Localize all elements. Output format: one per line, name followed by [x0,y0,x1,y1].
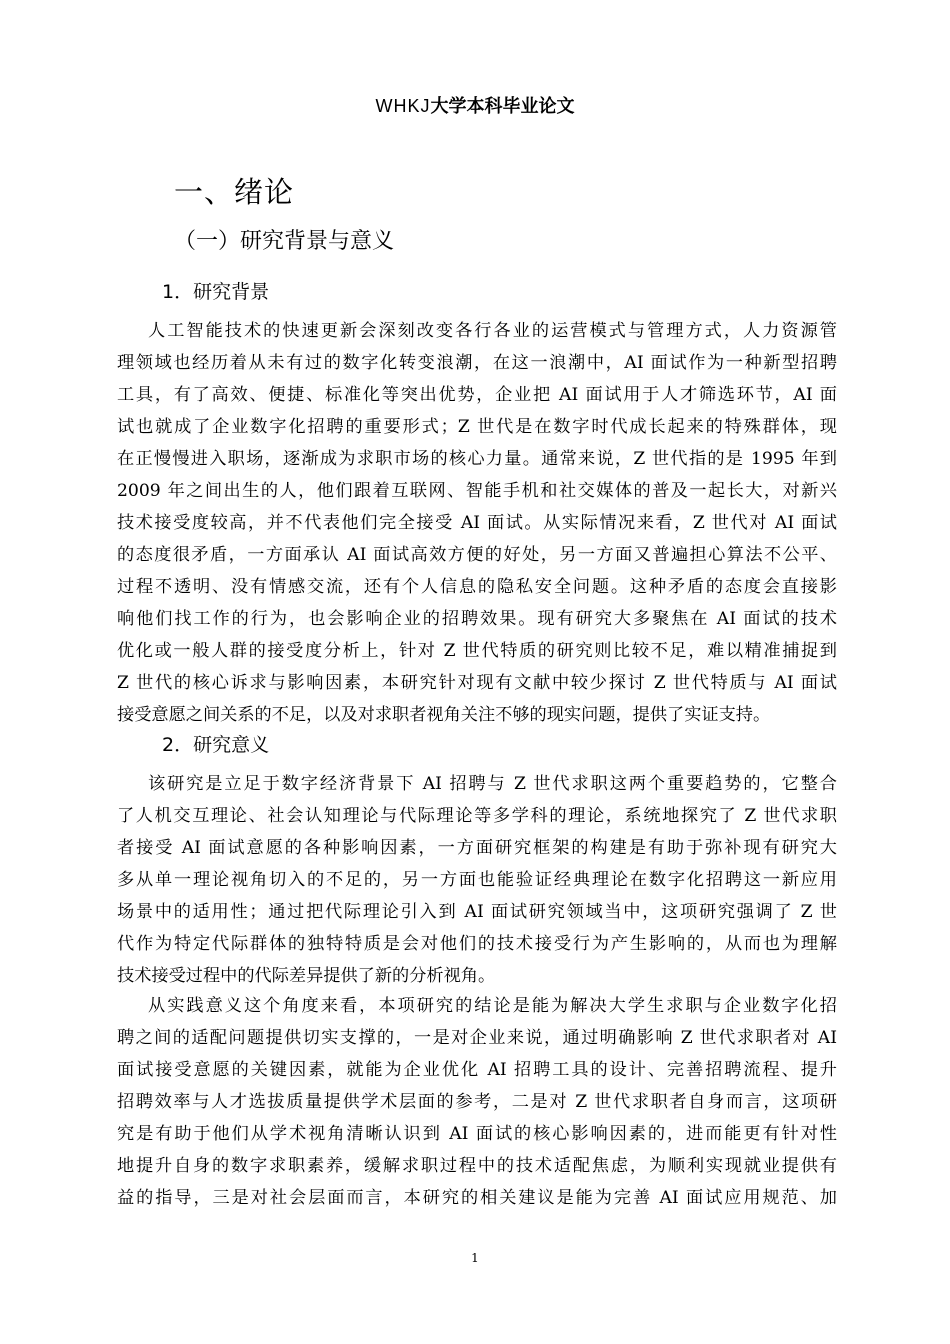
chapter-title: 一、绪论 [174,175,295,209]
text-line: 地提升自身的数字求职素养，缓解求职过程中的技术适配焦虑，为顺利实现就业提供有 [117,1156,837,1176]
subsection-title-significance: 2．研究意义 [162,734,270,756]
text-line: 优化或一般人群的接受度分析上，针对 Z 世代特质的研究则比较不足，难以精准捕捉到 [117,641,837,661]
section-title: （一）研究背景与意义 [174,229,395,254]
text-line: 技术接受过程中的代际差异提供了新的分析视角。 [117,966,496,986]
text-line: 试也就成了企业数字化招聘的重要形式；Z 世代是在数字时代成长起来的特殊群体，现 [117,417,837,437]
text-line: 者接受 AI 面试意愿的各种影响因素，一方面研究框架的构建是有助于弥补现有研究大 [117,838,837,858]
text-line: 场景中的适用性；通过把代际理论引入到 AI 面试研究领域当中，这项研究强调了 Z 世 [117,902,837,922]
paragraph-background [117,315,837,731]
text-line: 益的指导，三是对社会层面而言，本研究的相关建议是能为完善 AI 面试应用规范、加 [117,1188,837,1208]
text-line: 理领域也经历着从未有过的数字化转变浪潮，在这一浪潮中，AI 面试作为一种新型招聘 [117,353,837,373]
text-line: 的态度很矛盾，一方面承认 AI 面试高效方便的好处，另一方面又普遍担心算法不公平、 [117,545,837,565]
text-line: 从实践意义这个角度来看，本项研究的结论是能为解决大学生求职与企业数字化招 [148,996,837,1016]
text-line: 响他们找工作的行为，也会影响企业的招聘效果。现有研究大多聚焦在 AI 面试的技术 [117,609,837,629]
text-line: 2009 年之间出生的人，他们跟着互联网、智能手机和社交媒体的普及一起长大，对新兴 [117,481,837,501]
text-line: Z 世代的核心诉求与影响因素，本研究针对现有文献中较少探讨 Z 世代特质与 AI 面试 [117,673,837,693]
page-number: 1 [471,1251,479,1265]
text-line: 过程不透明、没有情感交流，还有个人信息的隐私安全问题。这种矛盾的态度会直接影 [117,577,837,597]
paragraph-practical-significance [117,990,837,1214]
text-line: 在正慢慢进入职场，逐渐成为求职市场的核心力量。通常来说，Z 世代指的是 1995 年到 [117,449,837,469]
header-thesis-label: 大学本科毕业论文 [430,96,575,117]
text-line: 技术接受度较高，并不代表他们完全接受 AI 面试。从实际情况来看，Z 世代对 AI 面试 [117,513,837,533]
text-line: 工具，有了高效、便捷、标准化等突出优势，企业把 AI 面试用于人才筛选环节，AI 面 [117,385,837,405]
page-header [0,94,950,119]
subsection-title-background: 1．研究背景 [162,281,270,303]
header-university-code: WHKJ [375,96,431,116]
text-line: 面试接受意愿的关键因素，就能为企业优化 AI 招聘工具的设计、完善招聘流程、提升 [117,1060,837,1080]
text-line: 聘之间的适配问题提供切实支撑的，一是对企业来说，通过明确影响 Z 世代求职者对 AI [117,1028,837,1048]
text-line: 接受意愿之间关系的不足，以及对求职者视角关注不够的现实问题，提供了实证支持。 [117,705,771,725]
text-line: 招聘效率与人才选拔质量提供学术层面的参考，二是对 Z 世代求职者自身而言，这项研 [117,1092,837,1112]
text-line: 代作为特定代际群体的独特特质是会对他们的技术接受行为产生影响的，从而也为理解 [117,934,837,954]
text-line: 了人机交互理论、社会认知理论与代际理论等多学科的理论，系统地探究了 Z 世代求职 [117,806,837,826]
text-line: 该研究是立足于数字经济背景下 AI 招聘与 Z 世代求职这两个重要趋势的，它整合 [148,774,837,794]
paragraph-theoretical-significance [117,768,837,992]
text-line: 多从单一理论视角切入的不足的，另一方面也能验证经典理论在数字化招聘这一新应用 [117,870,837,890]
text-line: 人工智能技术的快速更新会深刻改变各行各业的运营模式与管理方式，人力资源管 [148,321,837,341]
text-line: 究是有助于他们从学术视角清晰认识到 AI 面试的核心影响因素的，进而能更有针对性 [117,1124,837,1144]
